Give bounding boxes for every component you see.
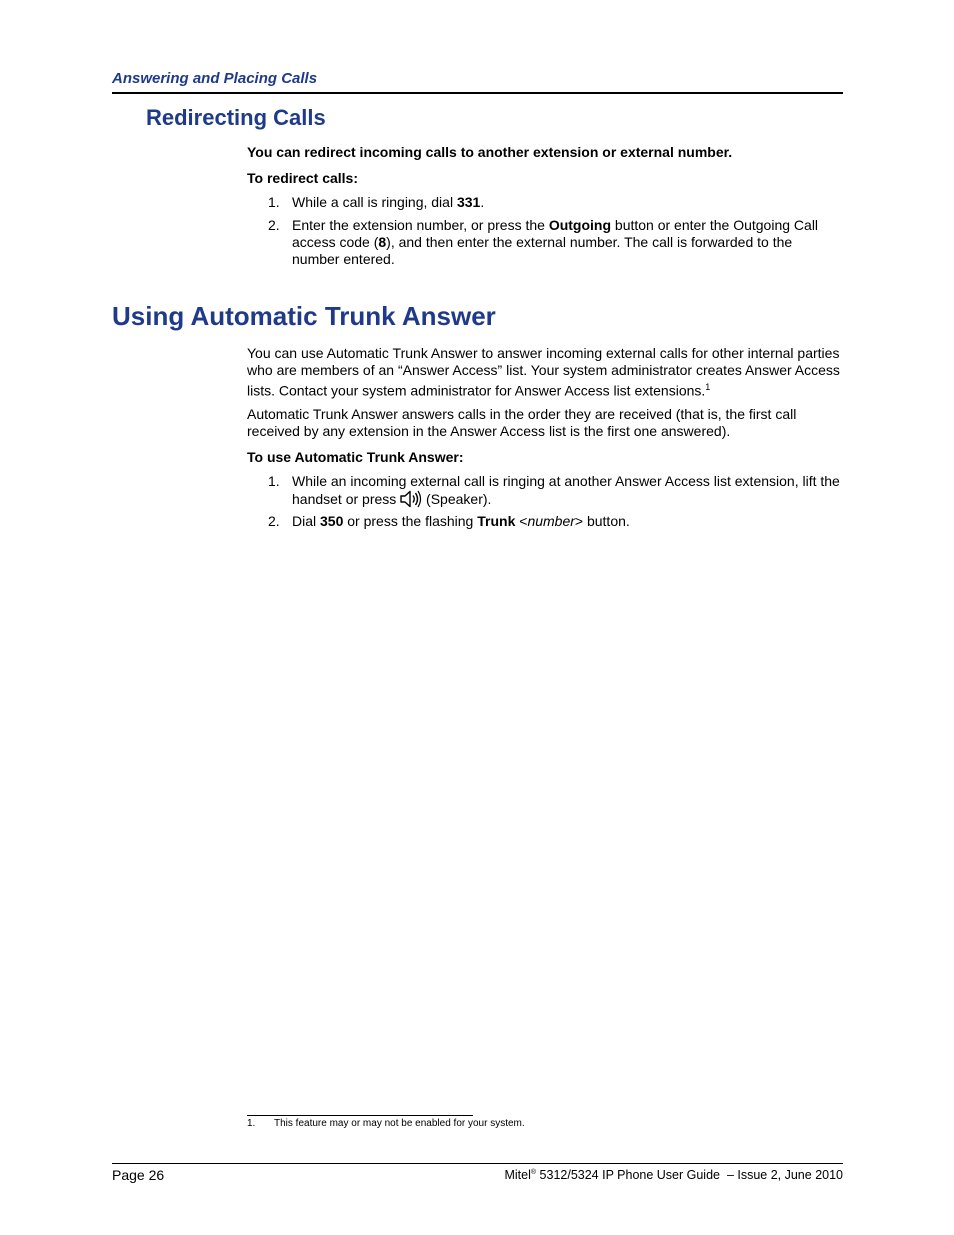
footnote-rule [247,1115,473,1116]
step-text: While an incoming external call is ringing at another Answer Access list extension, lift the handset or press (Speaker). [292,473,840,507]
step-text: Dial 350 or press the flashing Trunk <number> button. [292,513,630,529]
footer-guide-title: Mitel® 5312/5324 IP Phone User Guide – Issue 2, June 2010 [504,1168,843,1182]
running-header-title: Answering and Placing Calls [112,70,318,87]
trunk-paragraph-2: Automatic Trunk Answer answers calls in the order they are received (that is, the first call received by any extension in the Answer Access list is the first one answered). [247,406,797,439]
step-text: Enter the extension number, or press the Outgoing button or enter the Outgoing Call access code (8), and then enter the external number. The call is forwarded to the number entered. [292,217,819,267]
redirect-subheading: To redirect calls: [247,170,359,186]
page-number: Page 26 [112,1167,165,1183]
step-number: 1. [268,473,280,489]
footer-rule [112,1163,843,1164]
step-number: 2. [268,513,280,529]
speaker-icon [400,490,422,508]
step-number: 2. [268,217,280,233]
section-heading-redirecting-calls: Redirecting Calls [146,105,326,130]
header-rule [112,92,843,94]
footnote-text: This feature may or may not be enabled for your system. [274,1118,525,1129]
footnote-number: 1. [247,1118,256,1129]
step-text: While a call is ringing, dial 331. [292,194,485,210]
redirect-intro: You can redirect incoming calls to another extension or external number. [247,144,733,160]
step-number: 1. [268,194,280,210]
trunk-paragraph-1: You can use Automatic Trunk Answer to answer incoming external calls for other internal parties who are members of an “Answer Access” list. Your system administrator creates Answer Access lists. Contact your system administrator for Answer Access list extensions.$^1$ [247,345,840,399]
section-heading-automatic-trunk-answer: Using Automatic Trunk Answer [112,301,496,331]
trunk-subheading: To use Automatic Trunk Answer: [247,449,464,465]
footnote-reference: 1 [705,382,711,392]
